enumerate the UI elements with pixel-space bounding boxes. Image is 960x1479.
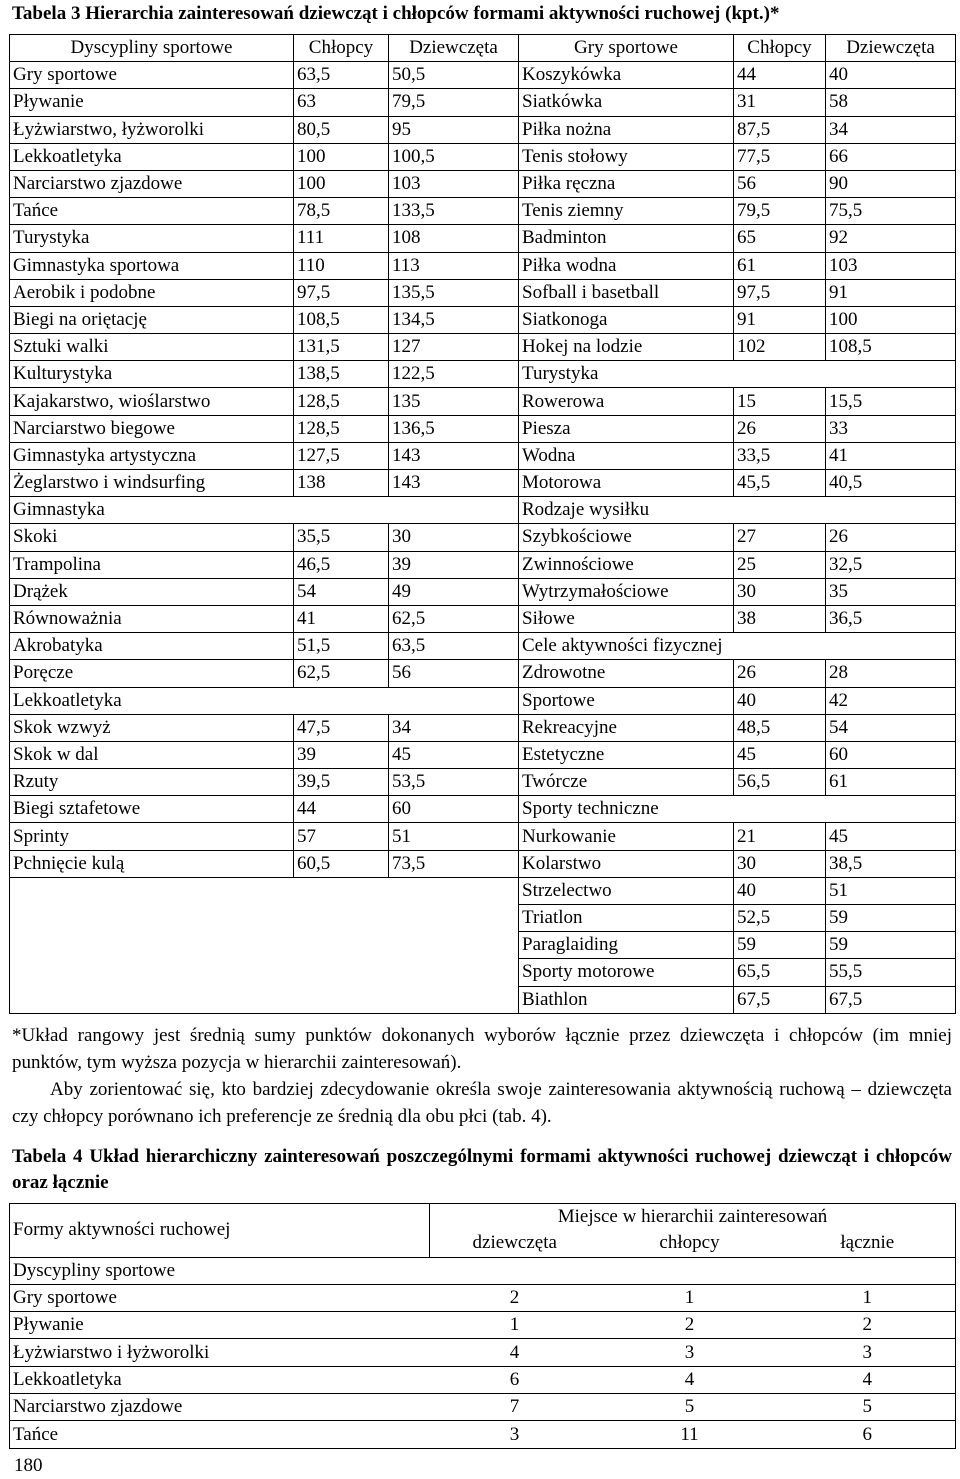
table-cell: 21 — [734, 823, 826, 850]
table-cell: Siatkonoga — [519, 306, 734, 333]
table-cell: Gry sportowe — [10, 62, 294, 89]
table-row — [10, 306, 956, 333]
table-cell: 143 — [389, 470, 519, 497]
table-cell: 91 — [734, 306, 826, 333]
table-cell: 53,5 — [389, 769, 519, 796]
table3-title: Tabela 3 Hierarchia zainteresowań dziewcząt i chłopców formami aktywności ruchowej (kpt.)* — [12, 3, 780, 24]
table-row — [10, 714, 956, 741]
table-cell: 63,5 — [294, 62, 389, 89]
table4-header-group: Miejsce w hierarchii zainteresowań — [430, 1204, 956, 1231]
table-cell: Szybkościowe — [519, 524, 734, 551]
table-cell: 45 — [826, 823, 956, 850]
table-cell: Piesza — [519, 415, 734, 442]
table-cell: 128,5 — [294, 388, 389, 415]
table-row — [10, 143, 956, 170]
table-cell: 59 — [826, 932, 956, 959]
table-cell: 26 — [826, 524, 956, 551]
table-cell: 15,5 — [826, 388, 956, 415]
table-row — [10, 524, 956, 551]
table-cell: 103 — [389, 170, 519, 197]
table-cell: Turystyka — [10, 225, 294, 252]
table-cell: Piłka nożna — [519, 116, 734, 143]
table-cell: 73,5 — [389, 850, 519, 877]
table-cell: 35 — [826, 578, 956, 605]
table-row — [10, 905, 956, 932]
table-cell: Trampolina — [10, 551, 294, 578]
table-cell: Motorowa — [519, 470, 734, 497]
table-cell: 30 — [734, 578, 826, 605]
table-cell: 45 — [734, 741, 826, 768]
table4-subheader-girls: dziewczęta — [430, 1230, 600, 1257]
table-cell: 75,5 — [826, 198, 956, 225]
table-cell: 25 — [734, 551, 826, 578]
table-cell: Nurkowanie — [519, 823, 734, 850]
table-row — [10, 361, 956, 388]
table-cell: 138,5 — [294, 361, 389, 388]
table-cell: 45,5 — [734, 470, 826, 497]
table-cell: 79,5 — [389, 89, 519, 116]
table-cell: 57 — [294, 823, 389, 850]
table-cell: Narciarstwo biegowe — [10, 415, 294, 442]
table-row — [10, 687, 956, 714]
table-cell: 40 — [734, 687, 826, 714]
table-cell: 52,5 — [734, 905, 826, 932]
table-cell: Piłka wodna — [519, 252, 734, 279]
table-cell: Rowerowa — [519, 388, 734, 415]
table-cell: 67,5 — [826, 986, 956, 1013]
table-cell: 56 — [734, 170, 826, 197]
table-cell: 1 — [780, 1284, 956, 1311]
table-row — [10, 62, 956, 89]
table-cell: 40 — [734, 877, 826, 904]
table-cell: Narciarstwo zjazdowe — [10, 170, 294, 197]
table-cell: 80,5 — [294, 116, 389, 143]
table-cell: 136,5 — [389, 415, 519, 442]
table-cell: 47,5 — [294, 714, 389, 741]
table-row — [10, 279, 956, 306]
table-cell: 11 — [600, 1421, 780, 1448]
table-cell: 78,5 — [294, 198, 389, 225]
table-cell: 113 — [389, 252, 519, 279]
table-cell: Rodzaje wysiłku — [519, 497, 956, 524]
table-cell: 35,5 — [294, 524, 389, 551]
table-cell: 143 — [389, 442, 519, 469]
table-cell: 39 — [389, 551, 519, 578]
table-cell: 3 — [600, 1339, 780, 1366]
table-cell: 41 — [294, 605, 389, 632]
table-cell: 102 — [734, 334, 826, 361]
table-cell: 44 — [734, 62, 826, 89]
table3-footnote: *Układ rangowy jest średnią sumy punktów dokonanych wyborów łącznie przez dziewczęta i chłopców (im mniej punktów, tym wyższa pozycja w hierarchii zainteresowań). — [12, 1025, 952, 1073]
table-row — [10, 932, 956, 959]
table-cell: Siatkówka — [519, 89, 734, 116]
table-cell: 100 — [826, 306, 956, 333]
table-cell: Zdrowotne — [519, 660, 734, 687]
table-cell: 6 — [780, 1421, 956, 1448]
table-cell: 108 — [389, 225, 519, 252]
table-row — [10, 877, 956, 904]
table-cell: 100 — [294, 170, 389, 197]
table-cell: 59 — [826, 905, 956, 932]
table-cell: 97,5 — [734, 279, 826, 306]
table-cell: Siłowe — [519, 605, 734, 632]
table4-section-row — [10, 1257, 956, 1284]
table-cell: 30 — [389, 524, 519, 551]
table-cell: 62,5 — [389, 605, 519, 632]
table-cell: Gimnastyka — [10, 497, 519, 524]
table-cell: 1 — [430, 1312, 600, 1339]
table-cell: Żeglarstwo i windsurfing — [10, 470, 294, 497]
table-cell: 38,5 — [826, 850, 956, 877]
table-cell: 33,5 — [734, 442, 826, 469]
table-cell — [10, 877, 519, 904]
table-cell: Łyżwiarstwo, łyżworolki — [10, 116, 294, 143]
table-cell: Poręcze — [10, 660, 294, 687]
table-cell: 38 — [734, 605, 826, 632]
table4-header-forms: Formy aktywności ruchowej — [10, 1204, 430, 1258]
table-cell: 103 — [826, 252, 956, 279]
table-cell: 15 — [734, 388, 826, 415]
table-cell: 34 — [389, 714, 519, 741]
table-cell: Lekkoatletyka — [10, 687, 519, 714]
table-cell: Lekkoatletyka — [10, 1366, 430, 1393]
table-cell: 59 — [734, 932, 826, 959]
table-cell: 55,5 — [826, 959, 956, 986]
table-cell: 4 — [780, 1366, 956, 1393]
table-cell: 97,5 — [294, 279, 389, 306]
table-cell: Hokej na lodzie — [519, 334, 734, 361]
table-cell: Pchnięcie kulą — [10, 850, 294, 877]
table-cell: Akrobatyka — [10, 633, 294, 660]
table-cell: 39,5 — [294, 769, 389, 796]
table-cell: 49 — [389, 578, 519, 605]
table-row — [10, 850, 956, 877]
table4-subheader-boys: chłopcy — [600, 1230, 780, 1257]
table-cell: 108,5 — [826, 334, 956, 361]
table-row — [10, 986, 956, 1013]
table-cell: 92 — [826, 225, 956, 252]
table-cell: 54 — [826, 714, 956, 741]
table-cell: 39 — [294, 741, 389, 768]
table-cell: Sporty techniczne — [519, 796, 956, 823]
table4 — [9, 1203, 956, 1449]
table-cell: Skok wzwyż — [10, 714, 294, 741]
table-cell: 60 — [826, 741, 956, 768]
table-cell: 3 — [430, 1421, 600, 1448]
table-cell: 31 — [734, 89, 826, 116]
table-row — [10, 1284, 956, 1311]
table-cell: 51 — [826, 877, 956, 904]
table-cell: 41 — [826, 442, 956, 469]
table-cell: 1 — [600, 1284, 780, 1311]
table-cell: Piłka ręczna — [519, 170, 734, 197]
table-row — [10, 415, 956, 442]
table-row — [10, 89, 956, 116]
table-cell: 61 — [734, 252, 826, 279]
table-cell: 60 — [389, 796, 519, 823]
table4-section-label: Dyscypliny sportowe — [10, 1257, 430, 1284]
table-cell: Tańce — [10, 1421, 430, 1448]
table-cell: Tańce — [10, 198, 294, 225]
table-cell: Cele aktywności fizycznej — [519, 633, 956, 660]
table-cell: 61 — [826, 769, 956, 796]
table-cell: Rzuty — [10, 769, 294, 796]
table-cell: 60,5 — [294, 850, 389, 877]
page-number: 180 — [14, 1455, 43, 1476]
table-cell: 40,5 — [826, 470, 956, 497]
table-row — [10, 334, 956, 361]
table-cell: 65,5 — [734, 959, 826, 986]
table-cell: Narciarstwo zjazdowe — [10, 1394, 430, 1421]
table-cell: 27 — [734, 524, 826, 551]
table-cell: 67,5 — [734, 986, 826, 1013]
table-cell: 33 — [826, 415, 956, 442]
table-cell: 77,5 — [734, 143, 826, 170]
table3-header-cell: Chłopcy — [734, 35, 826, 62]
table-cell: Wytrzymałościowe — [519, 578, 734, 605]
table-cell: 42 — [826, 687, 956, 714]
table-row — [10, 1339, 956, 1366]
table3-header-cell: Dyscypliny sportowe — [10, 35, 294, 62]
table-cell: Sztuki walki — [10, 334, 294, 361]
table3 — [9, 34, 956, 1014]
table-cell: 66 — [826, 143, 956, 170]
table-cell — [10, 986, 519, 1013]
table-cell: 135,5 — [389, 279, 519, 306]
table-cell: 95 — [389, 116, 519, 143]
table-row — [10, 741, 956, 768]
table-cell: Gimnastyka sportowa — [10, 252, 294, 279]
table-row — [10, 170, 956, 197]
table-cell: Twórcze — [519, 769, 734, 796]
table-cell: 58 — [826, 89, 956, 116]
table-cell: Turystyka — [519, 361, 956, 388]
table-cell: 127 — [389, 334, 519, 361]
table-cell: Koszykówka — [519, 62, 734, 89]
table3-header-row — [10, 35, 956, 62]
table-row — [10, 1394, 956, 1421]
table-cell: Łyżwiarstwo i łyżworolki — [10, 1339, 430, 1366]
table4-header-row — [10, 1204, 956, 1231]
table-row — [10, 959, 956, 986]
table-cell: 100 — [294, 143, 389, 170]
table-row — [10, 225, 956, 252]
table-cell: 87,5 — [734, 116, 826, 143]
table-row — [10, 442, 956, 469]
table-row — [10, 1421, 956, 1448]
table-cell: 4 — [600, 1366, 780, 1393]
table-cell: 110 — [294, 252, 389, 279]
table-cell: Równoważnia — [10, 605, 294, 632]
table-cell: Triatlon — [519, 905, 734, 932]
table-row — [10, 252, 956, 279]
table-cell: 108,5 — [294, 306, 389, 333]
table-row — [10, 633, 956, 660]
table-cell: 134,5 — [389, 306, 519, 333]
table-cell: 56 — [389, 660, 519, 687]
table-cell — [10, 905, 519, 932]
table-cell: 63,5 — [389, 633, 519, 660]
table-cell: Tenis ziemny — [519, 198, 734, 225]
table4-title: Tabela 4 Układ hierarchiczny zainteresowań poszczególnymi formami aktywności ruchowej dziewcząt i chłopców oraz łącznie — [12, 1146, 952, 1193]
table-cell: Sportowe — [519, 687, 734, 714]
table-cell: 56,5 — [734, 769, 826, 796]
table-cell: Paraglaiding — [519, 932, 734, 959]
body-paragraph: Aby zorientować się, kto bardziej zdecydowanie określa swoje zainteresowania aktywnością ruchową – dziewczęta czy chłopcy porównano ich preferencje ze średnią dla obu płci (tab. 4). — [12, 1079, 952, 1127]
table-row — [10, 605, 956, 632]
table-cell: 111 — [294, 225, 389, 252]
table-row — [10, 769, 956, 796]
table-cell: 2 — [780, 1312, 956, 1339]
table-cell: 65 — [734, 225, 826, 252]
table3-header-cell: Gry sportowe — [519, 35, 734, 62]
table-cell: 128,5 — [294, 415, 389, 442]
table-cell: Tenis stołowy — [519, 143, 734, 170]
table-cell: 2 — [430, 1284, 600, 1311]
table-row — [10, 116, 956, 143]
table-cell: 54 — [294, 578, 389, 605]
table-cell: Aerobik i podobne — [10, 279, 294, 306]
table-cell: 32,5 — [826, 551, 956, 578]
table-cell: Biegi na oriętację — [10, 306, 294, 333]
table3-header-cell: Dziewczęta — [826, 35, 956, 62]
table-cell: Sporty motorowe — [519, 959, 734, 986]
table-cell: Skok w dal — [10, 741, 294, 768]
table-cell: Drążek — [10, 578, 294, 605]
table-cell: 51,5 — [294, 633, 389, 660]
table-cell: Biathlon — [519, 986, 734, 1013]
table-row — [10, 578, 956, 605]
table-cell: Zwinnościowe — [519, 551, 734, 578]
table-cell: 63 — [294, 89, 389, 116]
table-cell: 91 — [826, 279, 956, 306]
table-cell: 6 — [430, 1366, 600, 1393]
table-cell: 7 — [430, 1394, 600, 1421]
table-cell: Kulturystyka — [10, 361, 294, 388]
table-cell: 51 — [389, 823, 519, 850]
table-row — [10, 660, 956, 687]
table-cell: Estetyczne — [519, 741, 734, 768]
table-cell: 50,5 — [389, 62, 519, 89]
table-cell: Gry sportowe — [10, 1284, 430, 1311]
table-cell: 100,5 — [389, 143, 519, 170]
table-row — [10, 198, 956, 225]
table-cell: 122,5 — [389, 361, 519, 388]
table-cell: Rekreacyjne — [519, 714, 734, 741]
table-cell: 48,5 — [734, 714, 826, 741]
table-cell: Kolarstwo — [519, 850, 734, 877]
table-cell: 2 — [600, 1312, 780, 1339]
table-cell: 26 — [734, 660, 826, 687]
table-cell: Skoki — [10, 524, 294, 551]
table-cell: 46,5 — [294, 551, 389, 578]
table-row — [10, 823, 956, 850]
table-row — [10, 470, 956, 497]
table-cell: 3 — [780, 1339, 956, 1366]
table-cell: Wodna — [519, 442, 734, 469]
table-cell: Biegi sztafetowe — [10, 796, 294, 823]
table-cell — [10, 932, 519, 959]
table-cell — [10, 959, 519, 986]
table3-header-cell: Dziewczęta — [389, 35, 519, 62]
table-cell: 138 — [294, 470, 389, 497]
table-row — [10, 388, 956, 415]
table-cell: 45 — [389, 741, 519, 768]
table-cell: 135 — [389, 388, 519, 415]
table-cell: Lekkoatletyka — [10, 143, 294, 170]
table-cell: Strzelectwo — [519, 877, 734, 904]
table-cell: 44 — [294, 796, 389, 823]
table-cell: Kajakarstwo, wioślarstwo — [10, 388, 294, 415]
table-cell: 4 — [430, 1339, 600, 1366]
table-cell: Sofball i basetball — [519, 279, 734, 306]
table-cell: 127,5 — [294, 442, 389, 469]
table4-subheader-total: łącznie — [780, 1230, 956, 1257]
table-cell: 79,5 — [734, 198, 826, 225]
table-cell: 131,5 — [294, 334, 389, 361]
table-row — [10, 551, 956, 578]
table-cell: Pływanie — [10, 1312, 430, 1339]
table-cell: Gimnastyka artystyczna — [10, 442, 294, 469]
table-cell: Pływanie — [10, 89, 294, 116]
table-cell: 28 — [826, 660, 956, 687]
table-cell: 40 — [826, 62, 956, 89]
table-row — [10, 497, 956, 524]
table-cell: 90 — [826, 170, 956, 197]
table-cell: 62,5 — [294, 660, 389, 687]
table-cell: 30 — [734, 850, 826, 877]
table-row — [10, 1366, 956, 1393]
table-cell: Badminton — [519, 225, 734, 252]
table-row — [10, 1312, 956, 1339]
table-cell: 34 — [826, 116, 956, 143]
table3-header-cell: Chłopcy — [294, 35, 389, 62]
table-cell: 26 — [734, 415, 826, 442]
table-row — [10, 796, 956, 823]
table-cell: 5 — [600, 1394, 780, 1421]
table-cell: 5 — [780, 1394, 956, 1421]
table-cell: 133,5 — [389, 198, 519, 225]
table-cell: Sprinty — [10, 823, 294, 850]
table-cell: 36,5 — [826, 605, 956, 632]
